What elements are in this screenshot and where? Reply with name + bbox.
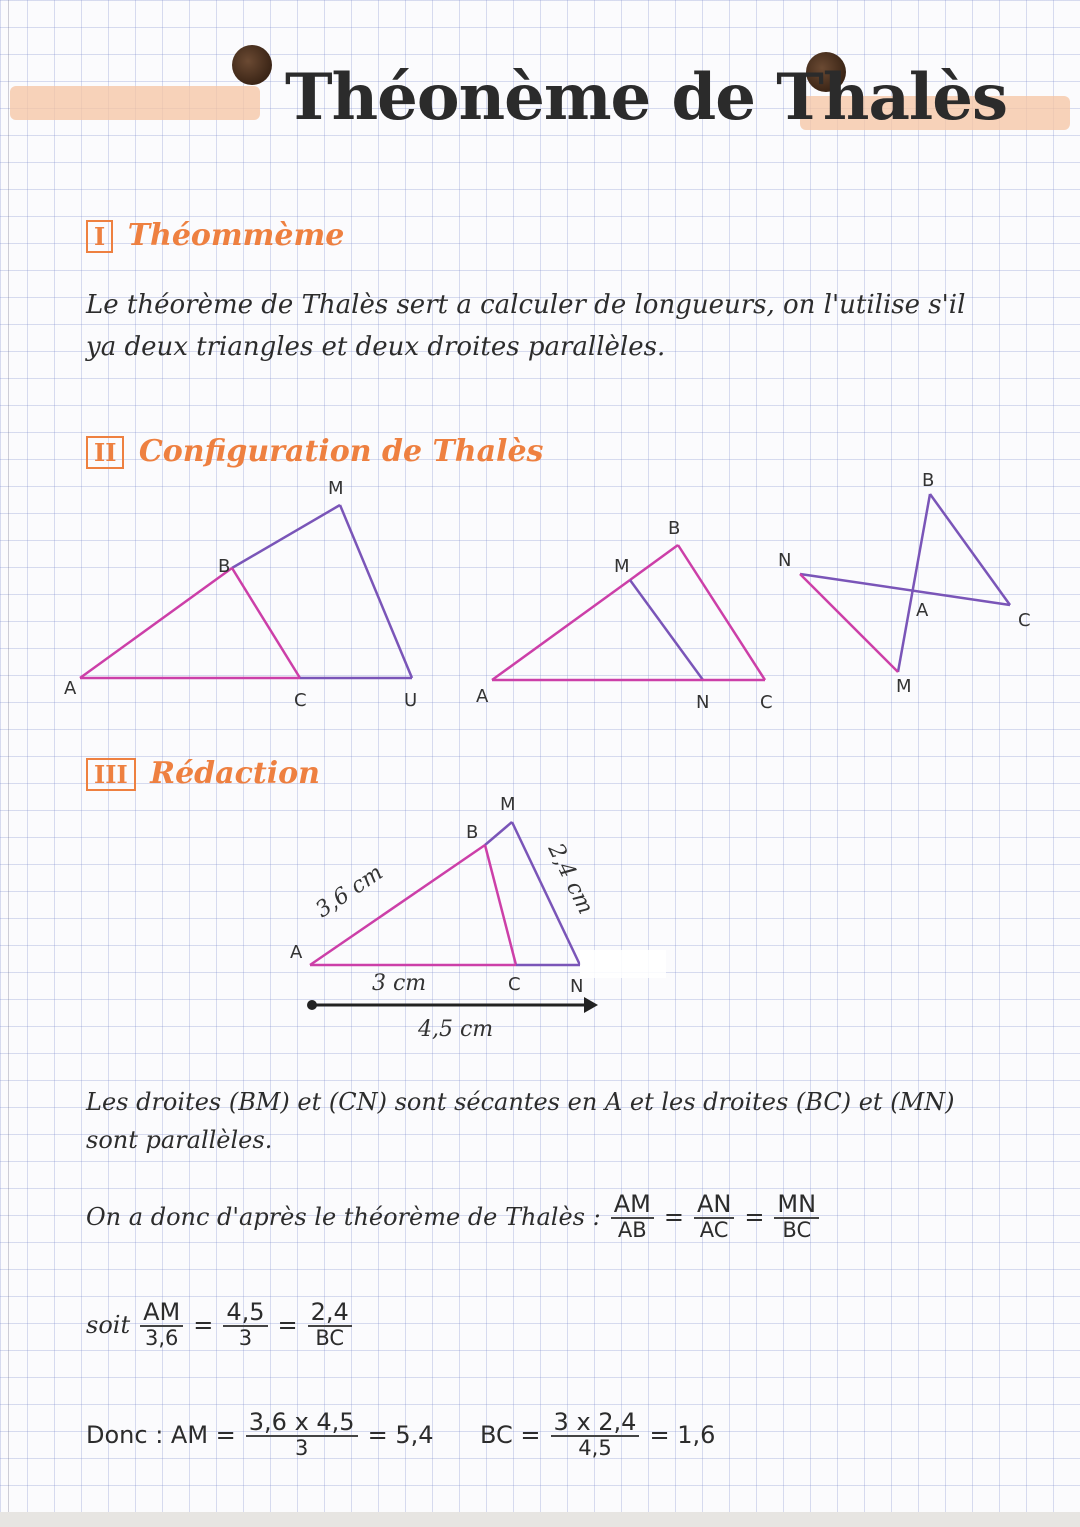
segment-bm bbox=[485, 822, 512, 845]
numerator: 3 x 2,4 bbox=[551, 1410, 640, 1437]
point-label-m: M bbox=[328, 478, 344, 499]
point-label-m: M bbox=[896, 676, 912, 697]
segment-bc bbox=[485, 845, 516, 965]
bc-prefix: BC = bbox=[480, 1420, 541, 1449]
equals-sign: = bbox=[744, 1202, 765, 1231]
numerator: AM bbox=[140, 1300, 183, 1327]
numerator: AM bbox=[611, 1192, 654, 1219]
segment-nm bbox=[800, 574, 898, 672]
donc-am-line bbox=[86, 1410, 433, 1459]
segment-nc bbox=[800, 574, 1010, 605]
denominator: BC bbox=[782, 1218, 812, 1243]
intro-line-1: Le théorème de Thalès sert a calculer de longueurs, on l'utilise s'il bbox=[86, 290, 966, 320]
denominator: AB bbox=[617, 1218, 647, 1243]
section-number: III bbox=[86, 758, 136, 791]
segment-bc bbox=[232, 568, 300, 678]
segment-mn bbox=[340, 505, 412, 678]
point-label-b: B bbox=[218, 556, 231, 577]
point-label-n: U bbox=[404, 690, 418, 711]
redaction-line-2: sont parallèles. bbox=[86, 1126, 273, 1154]
page-title: Théonème de Thalès bbox=[285, 60, 1007, 135]
point-label-n: N bbox=[570, 976, 584, 997]
point-label-n: N bbox=[696, 692, 710, 713]
point-label-b: B bbox=[922, 470, 935, 491]
redaction-line-3: On a donc d'après le théorème de Thalès : bbox=[86, 1202, 601, 1231]
redaction-line-1: Les droites (BM) et (CN) sont sécantes en A et les droites (BC) et (MN) bbox=[86, 1088, 955, 1116]
measure-mn: 2,4 cm bbox=[542, 839, 599, 919]
equals-sign: = bbox=[193, 1310, 214, 1339]
fraction-24-bc bbox=[308, 1300, 352, 1349]
denominator: 3 bbox=[238, 1326, 253, 1351]
tape-patch bbox=[580, 950, 666, 978]
segment-bc bbox=[930, 494, 1010, 605]
numerator: 4,5 bbox=[223, 1300, 267, 1327]
denominator: AC bbox=[699, 1218, 729, 1243]
fraction-am-ab bbox=[611, 1192, 654, 1241]
arrow-start-dot bbox=[307, 1000, 317, 1010]
fraction-mn-bc bbox=[774, 1192, 819, 1241]
segment-bc bbox=[678, 545, 765, 680]
measure-ac: 3 cm bbox=[372, 971, 427, 996]
segment-am bbox=[492, 580, 630, 680]
point-label-a: A bbox=[64, 678, 77, 699]
equals-sign: = bbox=[663, 1202, 684, 1231]
section-label: Configuration de Thalès bbox=[138, 434, 544, 469]
result-am: = 5,4 bbox=[367, 1420, 434, 1449]
segment-mn bbox=[630, 580, 703, 680]
section-number: II bbox=[86, 436, 124, 469]
fraction-45-3 bbox=[223, 1300, 267, 1349]
section-number: I bbox=[86, 220, 113, 253]
soit-line bbox=[86, 1300, 352, 1349]
point-label-m: M bbox=[500, 794, 516, 815]
measure-ab: 3,6 cm bbox=[311, 860, 388, 923]
soit-prefix: soit bbox=[86, 1310, 131, 1339]
numerator: AN bbox=[694, 1192, 734, 1219]
fraction-an-ac bbox=[694, 1192, 734, 1241]
segment-ab bbox=[80, 568, 232, 678]
point-label-b: B bbox=[668, 518, 681, 539]
numerator: 2,4 bbox=[308, 1300, 352, 1327]
point-label-c: C bbox=[508, 974, 521, 995]
section-label: Rédaction bbox=[150, 756, 320, 791]
fraction-am-calc bbox=[246, 1410, 358, 1459]
denominator: 4,5 bbox=[578, 1436, 612, 1461]
donc-prefix: Donc : AM = bbox=[86, 1420, 236, 1449]
numerator: MN bbox=[774, 1192, 819, 1219]
denominator: BC bbox=[315, 1326, 345, 1351]
figure-2 bbox=[476, 518, 773, 713]
point-label-c: C bbox=[294, 690, 307, 711]
section-heading-3 bbox=[86, 756, 320, 791]
point-label-c: C bbox=[760, 692, 773, 713]
fraction-bc-calc bbox=[551, 1410, 640, 1459]
bc-line bbox=[480, 1410, 715, 1459]
section-label: Théommème bbox=[127, 218, 345, 253]
measure-an: 4,5 cm bbox=[418, 1017, 494, 1042]
fraction-am-36 bbox=[140, 1300, 183, 1349]
intro-line-2: ya deux triangles et deux droites parallèles. bbox=[86, 332, 666, 362]
point-label-c: C bbox=[1018, 610, 1031, 631]
point-label-n: N bbox=[778, 550, 792, 571]
point-label-a: A bbox=[916, 600, 929, 621]
arrow-head bbox=[584, 997, 598, 1013]
result-bc: = 1,6 bbox=[649, 1420, 716, 1449]
segment-bm bbox=[232, 505, 340, 568]
point-label-b: B bbox=[466, 822, 479, 843]
figure-4 bbox=[290, 794, 666, 1042]
figure-3 bbox=[778, 470, 1031, 697]
segment-bm bbox=[898, 494, 930, 672]
point-label-a: A bbox=[476, 686, 489, 707]
point-label-m: M bbox=[614, 556, 630, 577]
point-label-a: A bbox=[290, 942, 303, 963]
equals-sign: = bbox=[277, 1310, 298, 1339]
segment-mb bbox=[630, 545, 678, 580]
numerator: 3,6 x 4,5 bbox=[246, 1410, 358, 1437]
thales-ratio-line bbox=[86, 1192, 819, 1241]
figure-1 bbox=[64, 478, 417, 711]
denominator: 3 bbox=[294, 1436, 309, 1461]
denominator: 3,6 bbox=[144, 1326, 179, 1351]
